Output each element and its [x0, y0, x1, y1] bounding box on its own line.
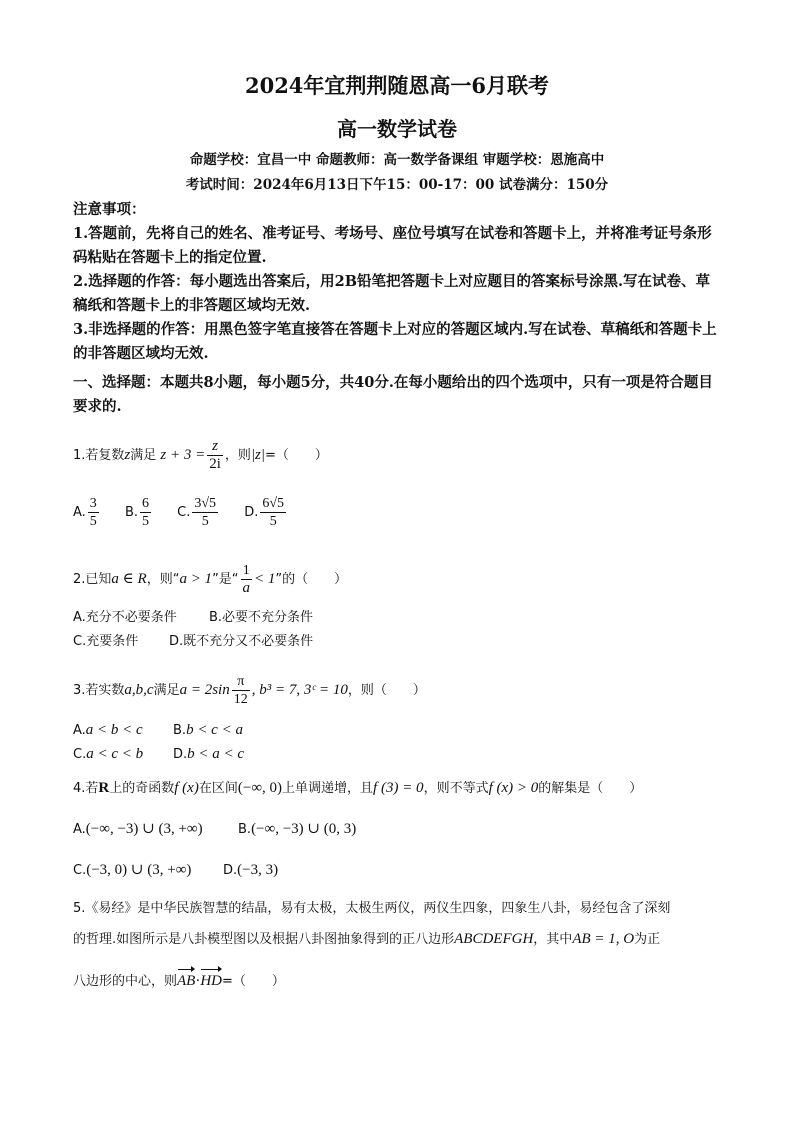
- q1-option-b-den: 5: [142, 514, 149, 529]
- q3-text-c: ，则（ ）: [347, 683, 426, 698]
- q1-option-a-den: 5: [89, 514, 97, 529]
- q5-text-a: 的哲理.如图所示是八卦模型图以及根据八卦图抽象得到的正八边形: [73, 932, 455, 947]
- q4-f3: f (3) = 0: [373, 780, 424, 796]
- question-3-options-row1: [73, 719, 243, 742]
- q1-var-z: z: [124, 447, 131, 463]
- q3-option-b-text: b < c < a: [186, 722, 243, 738]
- question-3-options-row2: [73, 743, 244, 766]
- q1-option-d-num: 6√5: [262, 496, 285, 511]
- q3-option-d-label: D.: [173, 747, 188, 762]
- q1-option-d-den: 5: [269, 514, 277, 529]
- question-2-stem: [73, 562, 347, 597]
- exam-meta-authors: 命题学校：宜昌一中 命题教师：高一数学备课组 审题学校：恩施高中: [189, 152, 605, 168]
- q4-option-d-label: D.: [223, 863, 238, 878]
- q3-option-c[interactable]: [73, 743, 173, 766]
- q3-option-a[interactable]: [73, 719, 173, 742]
- question-5-line-1: 5.《易经》是中华民族智慧的结晶，易有太极，太极生两仪，两仪生四象，四象生八卦，易经包含了深刻: [73, 901, 671, 916]
- q3-vars: a,b,c: [124, 682, 154, 698]
- q2-text-c: ”是“: [212, 572, 239, 587]
- q4-option-b-text: (−∞, −3) ∪ (0, 3): [251, 821, 357, 837]
- q5-dot: ·: [195, 973, 201, 989]
- question-5-line-3: [73, 970, 285, 993]
- q2-option-c[interactable]: C.充要条件: [73, 634, 139, 649]
- q1-option-b[interactable]: [125, 495, 153, 530]
- question-1-stem: [73, 438, 328, 473]
- q1-option-a[interactable]: [73, 495, 101, 530]
- q4-text-d: 上单调递增，且: [282, 781, 374, 796]
- q3-fraction: [232, 673, 250, 708]
- q4-text-a: 4.若: [73, 781, 99, 796]
- q4-interval: (−∞, 0): [237, 780, 283, 796]
- q3-option-c-text: a < c < b: [86, 746, 144, 762]
- q3-frac-num: π: [232, 673, 250, 691]
- q3-option-d[interactable]: [173, 747, 244, 762]
- q1-option-c[interactable]: [177, 495, 220, 530]
- q4-fx: f (x): [174, 780, 199, 796]
- q4-option-b-label: B.: [238, 822, 252, 837]
- q2-text-d: ”的（ ）: [275, 572, 348, 587]
- q1-abs-z: |z|: [250, 447, 266, 463]
- q1-option-c-den: 5: [201, 514, 209, 529]
- q2-option-a[interactable]: A.充分不必要条件: [73, 610, 177, 625]
- q4-option-a[interactable]: [73, 818, 238, 841]
- q1-text-b: 满足: [130, 448, 157, 463]
- q5-text-c: 为正: [634, 932, 661, 947]
- q5-text-d: 八边形的中心，则: [73, 974, 178, 989]
- q5-vector-hd: HD: [200, 970, 222, 992]
- q2-condition-1: a > 1: [179, 571, 213, 587]
- q1-option-d[interactable]: [244, 495, 288, 530]
- notes-item-1: 1.答题前，先将自己的姓名、准考证号、考场号、座位号填写在试卷和答题卡上，并将准考证号条形码粘贴在答题卡上的指定位置.: [73, 225, 712, 266]
- q4-option-a-label: A.: [73, 822, 86, 837]
- q1-equation-lhs: z + 3 =: [160, 447, 206, 463]
- q1-option-c-num: 3√5: [194, 496, 217, 511]
- q2-text-b: ，则“: [146, 572, 180, 587]
- q1-option-c-frac: [192, 495, 218, 530]
- question-2-options-row1: [73, 607, 313, 629]
- q1-option-b-num: 6: [142, 496, 149, 511]
- q1-option-a-frac: [88, 495, 99, 530]
- notes-block: [73, 198, 723, 366]
- q3-expr-a: a = 2sin: [179, 682, 230, 698]
- q2-text-a: 2.已知: [73, 572, 112, 587]
- q5-octagon: ABCDEFGH: [454, 931, 534, 947]
- q4-text-c: 在区间: [198, 781, 238, 796]
- notes-item-3: 3.非选择题的作答：用黑色签字笔直接答在答题卡上对应的答题区域内.写在试卷、草稿纸和答题卡上的非答题区域均无效.: [73, 321, 717, 362]
- q3-option-a-label: A.: [73, 723, 86, 738]
- exam-subtitle: 高一数学试卷: [337, 117, 457, 141]
- q5-ab-condition: AB = 1, O: [572, 931, 635, 947]
- q3-text-a: 3.若实数: [73, 683, 125, 698]
- q4-option-c-label: C.: [73, 863, 87, 878]
- q3-expr-b: , b³ = 7, 3ᶜ = 10: [251, 682, 348, 698]
- q1-text-d: =（ ）: [265, 448, 328, 463]
- q3-text-b: 满足: [153, 683, 180, 698]
- question-5-line-2: [73, 928, 660, 951]
- q3-option-a-text: a < b < c: [85, 722, 143, 738]
- q4-option-a-text: (−∞, −3) ∪ (3, +∞): [85, 821, 203, 837]
- question-4-options-row2: [73, 859, 278, 882]
- q4-inequality: f (x) > 0: [488, 780, 539, 796]
- q1-option-d-label: D.: [244, 505, 259, 520]
- q2-set: a ∈ R: [111, 571, 147, 587]
- q4-real-set: R: [98, 780, 110, 796]
- q1-frac-num: z: [207, 438, 223, 456]
- q4-option-d-text: (−3, 3): [237, 862, 279, 878]
- exam-title: 2024年宜荆荆随恩高一6月联考: [244, 73, 550, 98]
- notes-heading: 注意事项：: [73, 201, 146, 218]
- q2-fraction: [241, 562, 253, 597]
- q3-option-d-text: b < a < c: [187, 746, 245, 762]
- q3-frac-den: 12: [233, 692, 248, 707]
- q4-option-c[interactable]: [73, 859, 223, 882]
- q4-option-c-text: (−3, 0) ∪ (3, +∞): [86, 862, 192, 878]
- q1-option-d-frac: [260, 495, 286, 530]
- q5-vector-ab: AB: [177, 970, 195, 992]
- q4-text-b: 上的奇函数: [109, 781, 175, 796]
- q1-option-a-label: A.: [73, 505, 86, 520]
- q1-text-a: 1.若复数: [73, 448, 125, 463]
- q2-option-d[interactable]: D.既不充分又不必要条件: [169, 634, 314, 649]
- question-3-stem: [73, 673, 426, 708]
- question-2-options-row2: [73, 631, 313, 653]
- q1-frac-den: 2i: [209, 456, 221, 472]
- q2-frac-num: 1: [241, 562, 253, 580]
- question-1-options: [73, 495, 308, 530]
- q5-text-e: =（ ）: [222, 974, 285, 989]
- q2-condition-2: < 1: [254, 571, 276, 587]
- q2-option-b[interactable]: B.必要不充分条件: [209, 610, 314, 625]
- q4-text-e: ，则不等式: [423, 781, 489, 796]
- q3-option-b[interactable]: [173, 723, 243, 738]
- q3-option-c-label: C.: [73, 747, 87, 762]
- q2-frac-den: a: [242, 580, 251, 596]
- question-4-stem: [73, 777, 642, 800]
- section-heading-choice: 一、选择题：本题共8小题，每小题5分，共40分.在每小题给出的四个选项中，只有一项是符合题目要求的.: [73, 374, 713, 415]
- q4-option-d[interactable]: [223, 863, 278, 878]
- q1-text-c: ，则: [224, 448, 251, 463]
- q1-option-b-frac: [140, 495, 151, 530]
- q4-text-f: 的解集是（ ）: [538, 781, 643, 796]
- q3-option-b-label: B.: [173, 723, 187, 738]
- q1-option-b-label: B.: [124, 505, 138, 520]
- q1-option-a-num: 3: [89, 496, 97, 511]
- q1-fraction: [207, 438, 223, 473]
- notes-item-2: 2.选择题的作答：每小题选出答案后，用2B铅笔把答题卡上对应题目的答案标号涂黑.写在试卷、草稿纸和答题卡上的非答题区域均无效.: [73, 273, 711, 314]
- exam-meta-time: 考试时间：2024年6月13日下午15：00-17：00 试卷满分：150分: [185, 177, 609, 193]
- q4-option-b[interactable]: [238, 822, 356, 837]
- question-4-options-row1: [73, 818, 356, 841]
- q5-text-b: ，其中: [533, 932, 573, 947]
- q1-option-c-label: C.: [177, 505, 191, 520]
